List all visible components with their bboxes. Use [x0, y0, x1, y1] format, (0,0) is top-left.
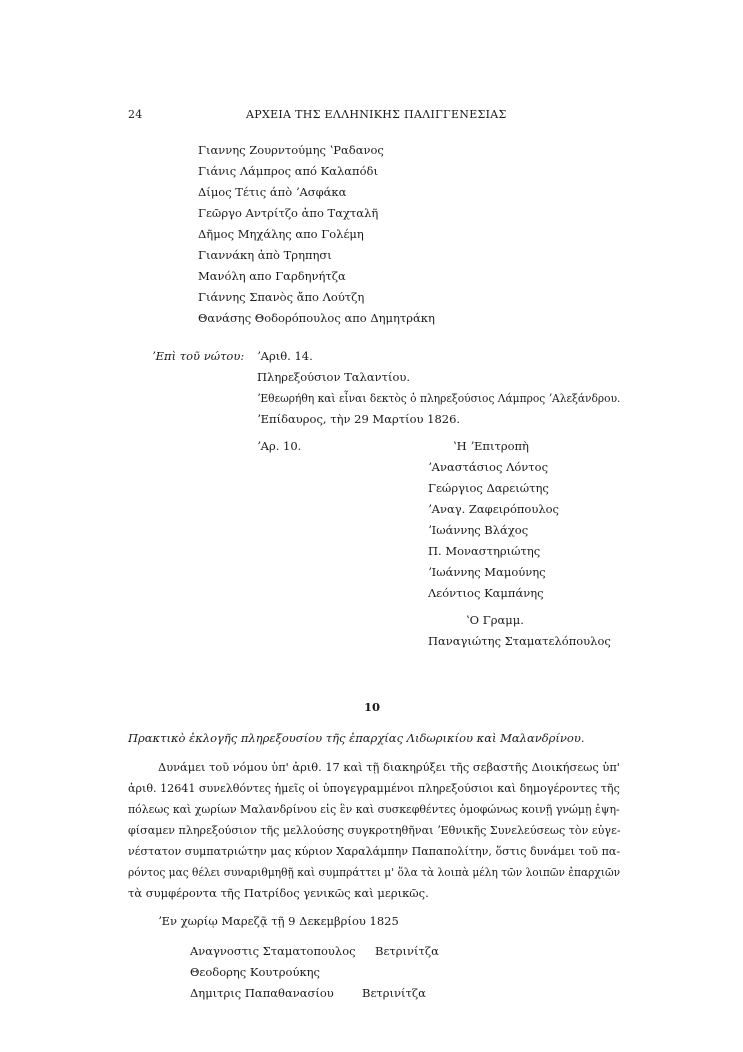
committee-member: Π. Μοναστηριώτης: [428, 544, 541, 558]
body-line: ρόντος μας θέλει συναριθμηθῇ καὶ συμπράττει μ' ὅλα τὰ λοιπὰ μέλη τῶν λοιπῶν ἐπαρχιῶν: [128, 865, 621, 879]
secretary-name: Παναγιώτης Σταματελόπουλος: [428, 634, 611, 648]
page-number: 24: [128, 108, 143, 121]
signature-line: Γεῶργο Αντρίτζο ἀπο Ταχταλῆ: [198, 206, 379, 220]
signature-line: Μανόλη απο Γαρδηνήτζα: [198, 269, 346, 283]
section-title: Πρακτικὸ ἐκλογῆς πληρεξουσίου τῆς ἐπαρχίας Λιδωρικίου καὶ Μαλανδρίνου.: [128, 731, 585, 745]
signature-line: Γιάνις Λάμπρος από Καλαπόδι: [198, 164, 378, 178]
body-line: φίσαμεν πληρεξούσιον τῆς μελλούσης συγκροτηθῆναι ʼΕθνικῆς Συνελεύσεως τὸν εὐγε-: [128, 823, 621, 837]
committee-member: ʼΙωάννης Βλάχος: [428, 523, 529, 537]
signature-line: Δῆμος Μηχάλης απο Γολέμη: [198, 227, 364, 241]
body-line: Δυνάμει τοῦ νόμου ὑπ' ἀριθ. 17 καὶ τῇ διακηρύξει τῆς σεβαστῆς Διοικήσεως ὑπ': [158, 760, 620, 774]
body-line: νέστατον συμπατριώτην μας κύριον Χαραλάμπην Παπαπολίτην, ὅστις δυνάμει τοῦ πα-: [128, 844, 621, 858]
committee-heading: ʽΗ ʼΕπιτροπὴ: [453, 439, 529, 453]
signature-place: Βετρινίτζα: [362, 986, 426, 1000]
committee-ar: ʼΑρ. 10.: [257, 439, 302, 453]
committee-member: ʼΙωάννης Μαμούνης: [428, 565, 546, 579]
signature-name: Αναγνοστις Σταματοπουλος: [190, 944, 356, 958]
body-line: ἀριθ. 12641 συνελθόντες ἡμεῖς οἱ ὑπογεγραμμένοι πληρεξούσιοι καὶ δημογέροντες τῆς: [128, 781, 620, 795]
place-date: ʼΕν χωρίῳ Μαρεζᾷ τῇ 9 Δεκεμβρίου 1825: [158, 914, 399, 928]
signature-line: Γιαννης Ζουρντούμης ʽΡαδανος: [198, 143, 384, 157]
verso-line: Πληρεξούσιον Ταλαντίου.: [257, 370, 411, 384]
signature-name: Θεοδορης Κουτρούκης: [190, 965, 320, 979]
committee-member: Γεώργιος Δαρειώτης: [428, 481, 549, 495]
committee-member: Λεόντιος Καμπάνης: [428, 586, 544, 600]
body-line: τὰ συμφέροντα τῆς Πατρίδος γενικῶς καὶ μερικῶς.: [128, 886, 429, 900]
verso-label: ʼΕπὶ τοῦ νώτου:: [152, 349, 245, 363]
signature-line: Γιάννης Σπανὸς ἄπο Λούτζη: [198, 290, 365, 304]
verso-line: ʼΕπίδαυρος, τὴν 29 Μαρτίου 1826.: [257, 412, 461, 426]
body-line: πόλεως καὶ χωρίων Μαλανδρίνου εἰς ἓν καὶ συσκεφθέντες ὁμοφώνως κοινῇ γνώμῃ ἐψη-: [128, 802, 620, 816]
committee-member: ʼΑναγ. Ζαφειρόπουλος: [428, 502, 559, 516]
verso-arith: ʼΑριθ. 14.: [257, 349, 313, 363]
verso-line: ʼΕθεωρήθη καὶ εἶναι δεκτὸς ὁ πληρεξούσιος Λάμπρος ʼΑλεξάνδρου.: [257, 391, 621, 405]
signature-line: Θανάσης Θοδορόπουλος απο Δημητράκη: [198, 311, 435, 325]
signature-name: Δημιτρις Παπαθανασίου: [190, 986, 334, 1000]
running-title: ΑΡΧΕΙΑ ΤΗΣ ΕΛΛΗΝΙΚΗΣ ΠΑΛΙΓΓΕΝΕΣΙΑΣ: [246, 108, 507, 121]
signature-place: Βετρινίτζα: [375, 944, 439, 958]
secretary-title: ʽΟ Γραμμ.: [466, 613, 524, 627]
signature-line: Δίμος Τέτις άπὸ ʼΑσφάκα: [198, 185, 347, 199]
section-number: 10: [364, 700, 381, 714]
signature-line: Γιαννάκη ἀπὸ Τρηπησι: [198, 248, 332, 262]
committee-member: ʼΑναστάσιος Λόντος: [428, 460, 549, 474]
